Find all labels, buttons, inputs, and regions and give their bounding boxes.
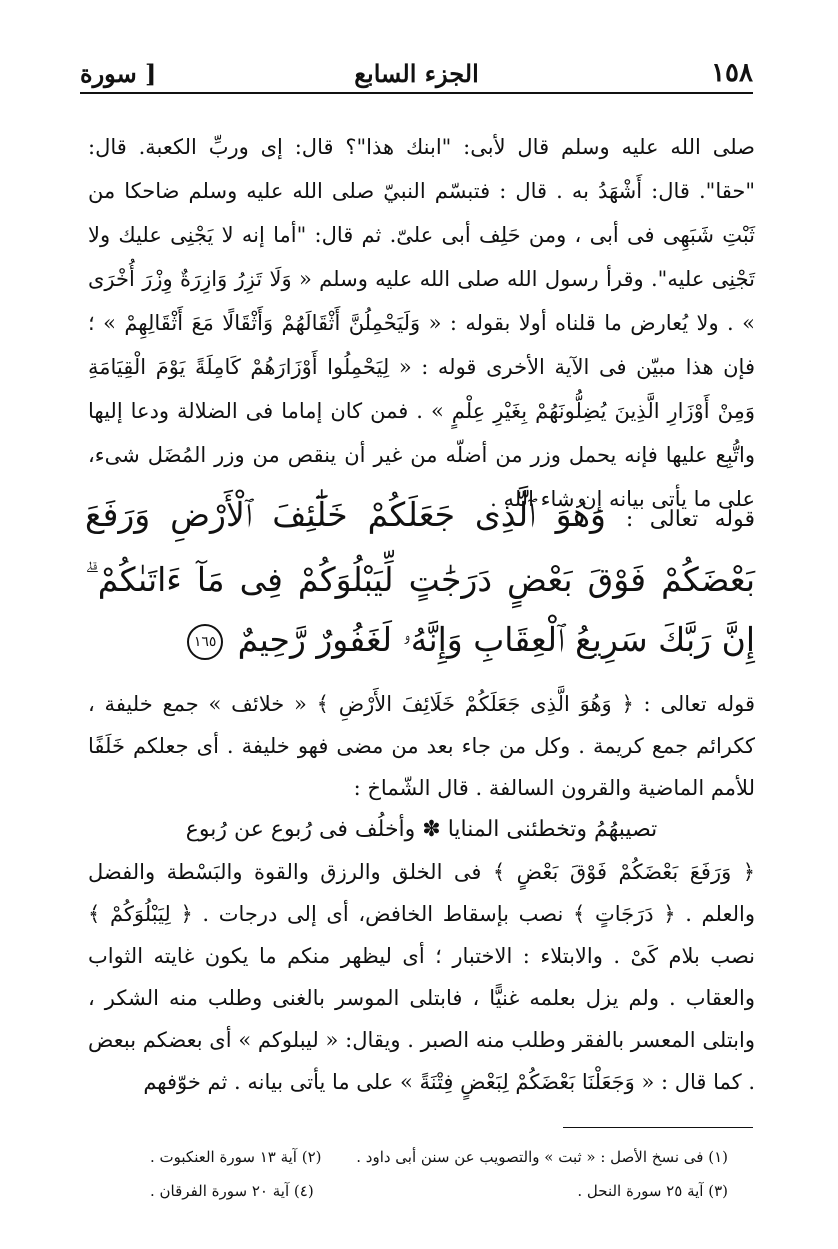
- footnote-1: (١) فى نسخ الأصل : « ثبت » والتصويب عن سنن أبى داود .: [356, 1148, 728, 1166]
- footnote-2: (٢) آية ١٣ سورة العنكبوت .: [150, 1148, 322, 1166]
- commentary: [88, 683, 755, 1103]
- commentary-paragraph-1: قوله تعالى : ﴿ وَهُوَ الَّذِى جَعَلَكُمْ خَلَائِفَ الأَرْضِ ﴾ « خلائف » جمع خليفة ، ككرائم جمع كريمة . وكل من جاء بعد من مضى فهو خليفة . أى جعلكم خَلَفًا للأمم الماضية والقرون السالفة . قال الشّماخ :: [88, 692, 755, 800]
- ayah-number: ١٦٥: [193, 634, 217, 650]
- body-text: [88, 125, 755, 521]
- footnote-3: (٣) آية ٢٥ سورة النحل .: [577, 1182, 728, 1200]
- footnote-row: [150, 1174, 728, 1208]
- running-title: الجزء السابع: [354, 58, 479, 88]
- footnote-divider: [563, 1127, 753, 1128]
- page-header: [80, 54, 753, 94]
- footnote-4: (٤) آية ٢٠ سورة الفرقان .: [150, 1182, 314, 1200]
- opening-paragraph: صلى الله عليه وسلم قال لأبى: "ابنك هذا"؟ قال: إى وربِّ الكعبة. قال: "حقا". قال: أَشْهَدُ به . قال : فتبسّم النبيّ صلى الله عليه وسلم ضاحكا من ثَبْتِ شَبَهِى فى أبى ، ومن حَلِف أبى علىّ. ثم قال: "أما إنه لا يَجْنِى عليك ولا تَجْنِى عليه". وقرأ رسول الله صلى الله عليه وسلم « وَلَا تَزِرُ وَازِرَةٌ وِزْرَ أُخْرَى » . ولا يُعارض ما قلناه أولا بقوله : « وَلَيَحْمِلُنَّ أَثْقَالَهُمْ وَأَثْقَالًا مَعَ أَثْقَالِهِمْ » ؛ فإن هذا مبيّن فى الآية الأخرى قوله : « لِيَحْمِلُوا أَوْزَارَهُمْ كَامِلَةً يَوْمَ الْقِيَامَةِ وَمِنْ أَوْزَارِ الَّذِينَ يُضِلُّونَهُمْ بِغَيْرِ عِلْمٍ » . فمن كان إماما فى الضلالة ودعا إليها واتُّبِع عليها فإنه يحمل وزر من أضلّه من غير أن ينقص من وزر المُضَل شىء، على ما يأتى بيانه إن شاء الله .: [88, 135, 755, 511]
- poem-verse: تصيبهُمُ وتخطئنى المنايا ✽ وأخلُف فى رُبوع عن رُبوع: [185, 817, 658, 842]
- footnote-row: [150, 1140, 728, 1174]
- footnotes: [150, 1140, 728, 1208]
- verse-intro: قوله تعالى :: [625, 507, 755, 532]
- surah-label: [ سورة: [80, 58, 157, 88]
- commentary-paragraph-2: ﴿ وَرَفَعَ بَعْضَكُمْ فَوْقَ بَعْضٍ ﴾ فى الخلق والرزق والقوة والبَسْطة والفضل والعلم . ﴿ دَرَجَاتٍ ﴾ نصب بإسقاط الخافض، أى إلى درجات . ﴿ لِيَبْلُوَكُمْ ﴾ نصب بلام كَىْ . والابتلاء : الاختبار ؛ أى ليظهر منكم ما يكون غايته الثواب والعقاب . ولم يزل بعلمه غنيًّا ، فابتلى الموسر بالغنى وطلب منه الشكر ، وابتلى المعسر بالفقر وطلب منه الصبر . ويقال: « ليبلوكم » أى بعضكم ببعض . كما قال : « وَجَعَلْنَا بَعْضَكُمْ لِبَعْضٍ فِتْنَةً » على ما يأتى بيانه . ثم خوّفهم: [88, 860, 755, 1094]
- ayah-number-marker: [187, 624, 223, 660]
- page-number: ١٥٨: [711, 58, 753, 88]
- quran-verse: [85, 485, 755, 670]
- verse-text: وَهُوَ ٱلَّذِى جَعَلَكُمْ خَلَٰٓئِفَ ٱلْأَرْضِ وَرَفَعَ بَعْضَكُمْ فَوْقَ بَعْضٍ دَرَجَٰتٍ لِّيَبْلُوَكُمْ فِى مَآ ءَاتَىٰكُمْ ۗ إِنَّ رَبَّكَ سَرِيعُ ٱلْعِقَابِ وَإِنَّهُۥ لَغَفُورٌ رَّحِيمٌ: [85, 495, 755, 659]
